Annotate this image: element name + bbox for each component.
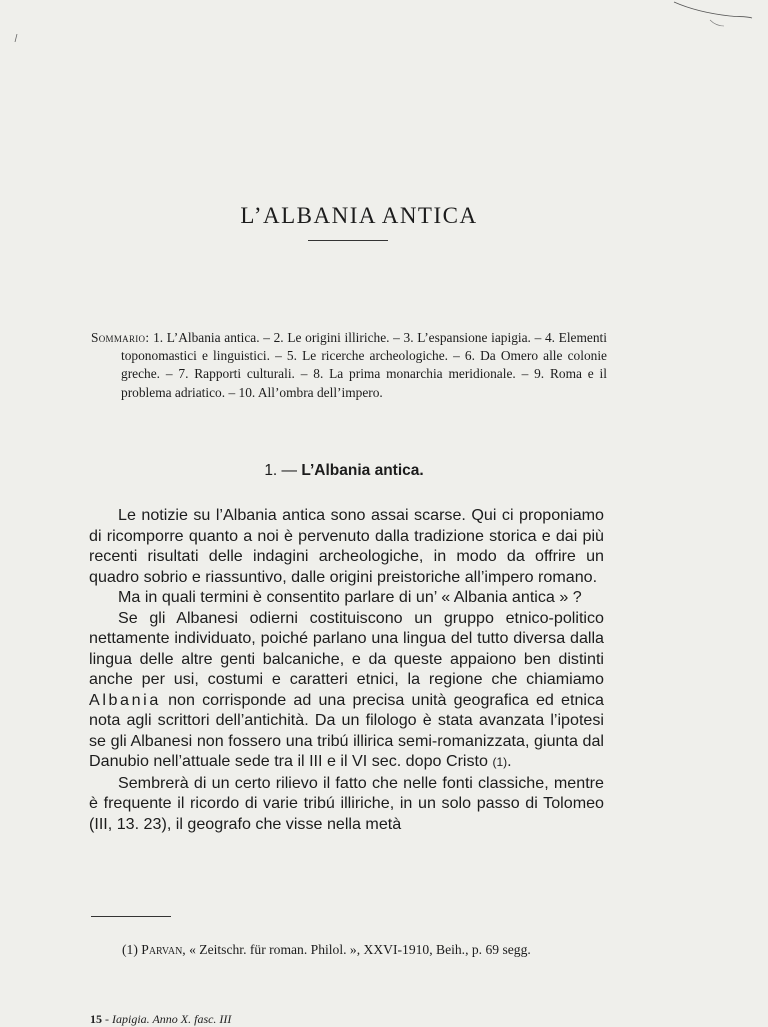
summary-label: Sommario: [91,330,150,345]
section-heading [0,462,688,480]
footnote-marker: (1) [122,942,138,957]
footnote-rule [91,916,171,917]
paragraph: Ma in quali termini è consentito parlare di un’ « Albania antica » ? [118,588,582,606]
corner-pen-mark [672,0,768,30]
paragraph-text: Se gli Albanesi odierni costituiscono un gruppo etnico-politico nettamente individuato, poiché parlano una lingua del tutto diversa dalla lingua delle altre genti balcaniche, e da queste appaiono ben distinti anche per usi, costumi e caratteri etnici, la regione che chiamiamo [89,608,604,688]
section-number: 1. — [264,462,298,479]
spaced-word: Albania [89,690,161,709]
paragraph [89,608,604,773]
section-title: L’Albania antica. [301,462,424,479]
signature-number: 15 [90,1012,102,1026]
signature-text: - Iapigia. Anno X. fasc. III [105,1012,232,1026]
footnote-author: Parvan [141,942,183,957]
signature-mark [90,1012,231,1027]
paragraph-text: non corrisponde ad una precisa unità geografica ed etnica nota agli scrittori dell’antichità. Da un filologo è stata avanzata l’ipotesi se gli Albanesi non fossero una tribú illirica semi-romanizzata, giunta dal Danubio nell’attuale sede tra il III e il VI sec. dopo Cristo [89,690,604,770]
document-title: L’ALBANIA ANTICA [240,203,478,228]
paragraph: Le notizie su l’Albania antica sono assai scarse. Qui ci proponiamo di ricomporre quanto a noi è pervenuto dalla tradizione storica e dai più recenti risultati delle indagini archeologiche, in modo da offrire un quadro sobrio e riassuntivo, dalle origini preistoriche all’impero romano. [89,506,604,586]
body-text [89,505,604,834]
summary [91,329,607,402]
paragraph-text: . [507,752,512,770]
footnote-text: , « Zeitschr. für roman. Philol. », XXVI-1910, Beih., p. 69 segg. [182,942,531,957]
title-rule [308,240,388,241]
footnote [122,941,612,958]
footnote-reference: (1) [492,755,508,769]
summary-text: 1. L’Albania antica. – 2. Le origini illiriche. – 3. L’espansione iapigia. – 4. Elementi toponomastici e linguistici. – 5. Le ricerche archeologiche. – 6. Da Omero alle colonie greche. – 7. Rapporti culturali. – 8. La prima monarchia meridionale. – 9. Roma e il problema adriatico. – 10. All’ombra dell’impero. [121,330,607,400]
paragraph: Sembrerà di un certo rilievo il fatto che nelle fonti classiche, mentre è frequente il ricordo di varie tribú illiriche, in un solo passo di Tolomeo (III, 13. 23), il geografo che visse nella metà [89,773,604,833]
margin-mark [14,34,18,42]
